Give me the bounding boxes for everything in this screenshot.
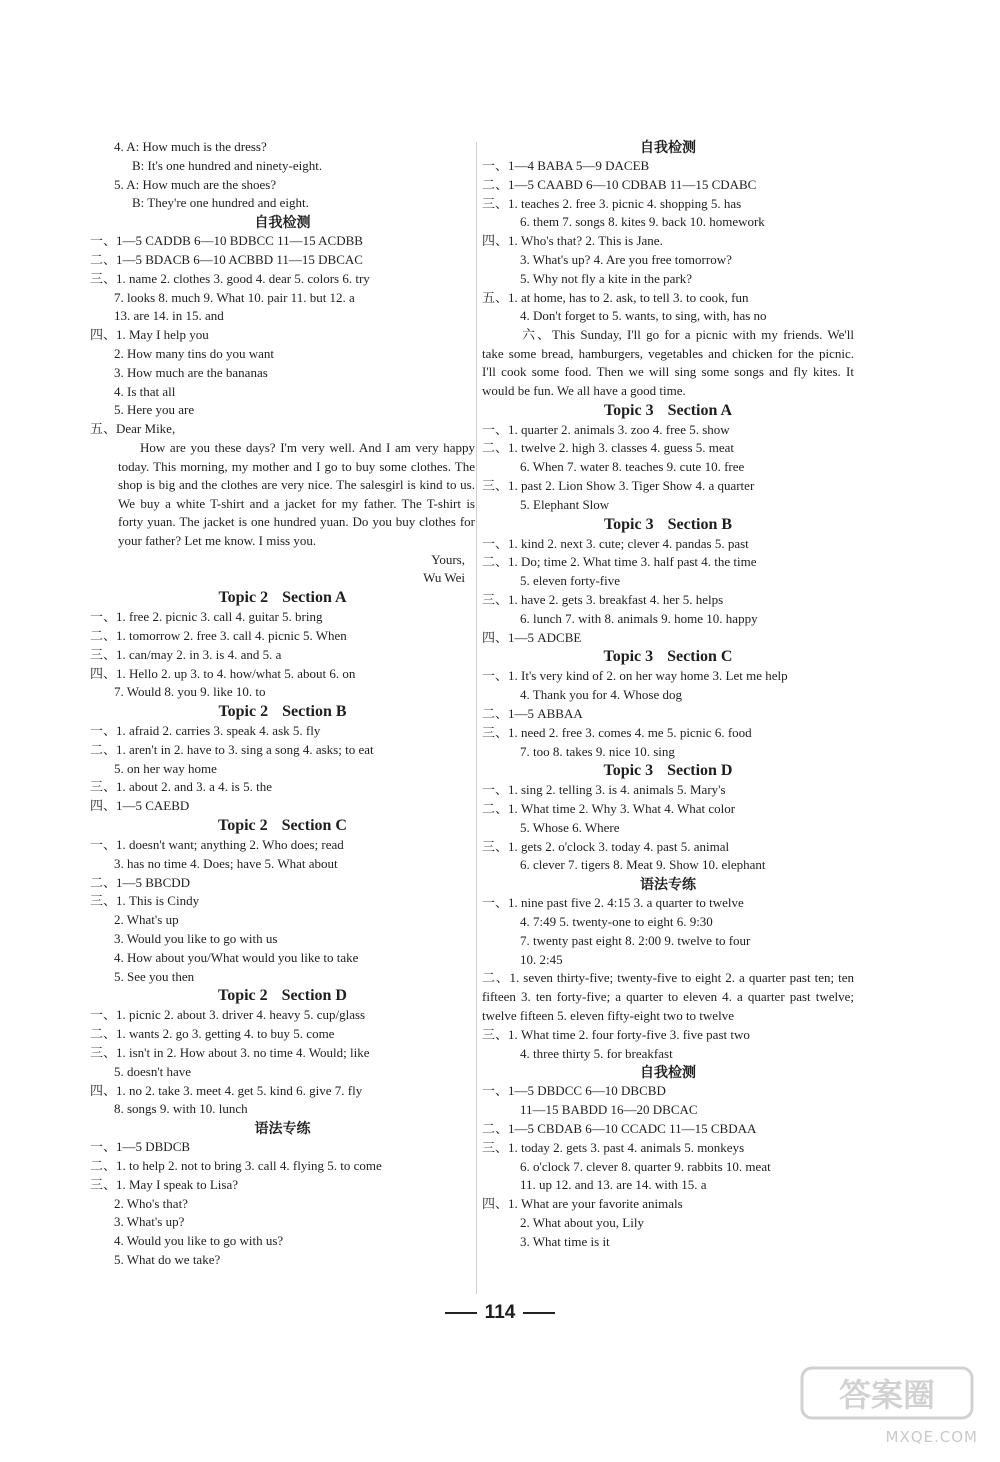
answer-line: 5. Why not fly a kite in the park?	[520, 270, 692, 286]
answer-line: 二、1. twelve 2. high 3. classes 4. guess 5. meat	[482, 440, 735, 456]
answer-line: 二、1—5 CBDAB 6—10 CCADC 11—15 CBDAA	[482, 1121, 757, 1137]
answer-line: B: They're one hundred and eight.	[132, 195, 309, 211]
answer-line: 一、1—4 BABA 5—9 DACEB	[482, 158, 650, 173]
section-label: Section B	[282, 703, 347, 721]
answer-line: 四、1. Who's that? 2. This is Jane.	[482, 233, 663, 249]
answer-line: 二、1. wants 2. go 3. getting 4. to buy 5. come	[90, 1026, 335, 1042]
answer-line: 三、1. past 2. Lion Show 3. Tiger Show 4. a quarter	[482, 477, 755, 493]
answer-line: 6. clever 7. tigers 8. Meat 9. Show 10. elephant	[520, 857, 766, 873]
page-number-dash-left	[445, 1312, 477, 1314]
topic-label: Topic 2	[218, 589, 269, 607]
topic-label: Topic 2	[218, 987, 268, 1005]
answer-line: 二、1. tomorrow 2. free 3. call 4. picnic 5. When	[90, 627, 347, 643]
answer-line: 11. up 12. and 13. are 14. with 15. a	[520, 1177, 707, 1193]
answer-line: 7. too 8. takes 9. nice 10. sing	[520, 743, 675, 759]
section-label: Section D	[281, 987, 347, 1005]
answer-line: 四、1. May I help you	[90, 327, 209, 343]
answer-line: 四、1. Hello 2. up 3. to 4. how/what 5. about 6. on	[90, 665, 356, 681]
answer-line: 2. Who's that?	[114, 1195, 188, 1211]
answer-line: 4. Thank you for 4. Whose dog	[520, 687, 682, 703]
answer-line: 4. three thirty 5. for breakfast	[520, 1045, 673, 1061]
section-label: Section B	[667, 515, 733, 533]
section-heading: 语法专练	[254, 1120, 311, 1137]
column-divider	[476, 142, 477, 1294]
section-heading: 自我检测	[254, 214, 311, 231]
answer-line: 二、1—5 CAABD 6—10 CDBAB 11—15 CDABC	[482, 176, 757, 192]
topic-heading	[90, 986, 475, 1006]
answer-line: 3. What's up?	[114, 1214, 185, 1230]
answer-line: 二、1. aren't in 2. have to 3. sing a song 4. asks; to eat	[90, 741, 374, 757]
answer-line: 3. How much are the bananas	[114, 364, 268, 380]
answer-line: 11—15 BABDD 16—20 DBCAC	[520, 1102, 698, 1118]
answer-line: 三、1. can/may 2. in 3. is 4. and 5. a	[90, 646, 282, 662]
answer-line: 二、1. to help 2. not to bring 3. call 4. flying 5. to come	[90, 1158, 382, 1174]
topic-heading	[90, 816, 475, 836]
answer-line: 2. What's up	[114, 912, 179, 928]
answer-line: 2. How many tins do you want	[114, 345, 274, 361]
topic-label: Topic 3	[603, 648, 654, 666]
answer-line: 一、1. kind 2. next 3. cute; clever 4. pandas 5. past	[482, 535, 749, 551]
topic-heading	[482, 647, 854, 667]
section-label: Section D	[667, 762, 733, 780]
answer-line: 四、1. What are your favorite animals	[482, 1196, 683, 1212]
answer-line: 4. Is that all	[114, 383, 176, 399]
answer-line: 4. Would you like to go with us?	[114, 1233, 284, 1249]
answer-line: 5. doesn't have	[114, 1063, 192, 1079]
answer-line: 二、1—5 BBCDD	[90, 874, 191, 890]
answer-line: 一、1. free 2. picnic 3. call 4. guitar 5. bring	[90, 609, 323, 625]
answer-line: 10. 2:45	[520, 951, 563, 967]
page-number-dash-right	[523, 1312, 555, 1314]
page-number-text: 114	[484, 1302, 516, 1323]
section-heading: 自我检测	[640, 1064, 696, 1081]
section-label: Section C	[667, 648, 733, 666]
topic-label: Topic 3	[603, 762, 654, 780]
answer-line: B: It's one hundred and ninety-eight.	[132, 157, 323, 173]
right-answer-column	[482, 138, 854, 1252]
answer-line: 三、1. gets 2. o'clock 3. today 4. past 5. animal	[482, 838, 730, 854]
answer-line: 一、1—5 DBDCB	[90, 1139, 191, 1155]
answer-line: 6. lunch 7. with 8. animals 9. home 10. happy	[520, 610, 758, 626]
answer-line: 7. twenty past eight 8. 2:00 9. twelve to four	[520, 932, 751, 948]
topic-label: Topic 3	[603, 401, 654, 419]
watermark-logo	[782, 1364, 992, 1454]
answer-line: 二、1. What time 2. Why 3. What 4. What color	[482, 801, 736, 817]
answer-line: 四、1—5 CAEBD	[90, 798, 190, 814]
answer-line: 三、1. May I speak to Lisa?	[90, 1176, 239, 1192]
answer-line: 2. What about you, Lily	[520, 1215, 644, 1231]
section-heading: 自我检测	[640, 139, 696, 155]
answer-paragraph: 二、1. seven thirty-five; twenty-five to eight 2. a quarter past ten; ten fifteen 3. ten forty-five; a quarter to eleven 4. a quarter past twelve; twelve fifteen 5. eleven fifty-eight two to twelve	[482, 970, 854, 1024]
answer-line: 三、1. What time 2. four forty-five 3. five past two	[482, 1026, 750, 1042]
answer-line: 4. Don't forget to 5. wants, to sing, with, has no	[520, 308, 767, 324]
answer-line: 3. Would you like to go with us	[114, 931, 278, 947]
answer-line: 一、1. quarter 2. animals 3. zoo 4. free 5. show	[482, 421, 730, 437]
answer-line: 五、Dear Mike,	[90, 421, 176, 437]
answer-line: 二、1—5 ABBAA	[482, 705, 583, 721]
answer-line: 三、1. about 2. and 3. a 4. is 5. the	[90, 779, 272, 795]
answer-line: 一、1. It's very kind of 2. on her way home 3. Let me help	[482, 668, 788, 684]
answer-line: 4. 7:49 5. twenty-one to eight 6. 9:30	[520, 914, 713, 930]
left-answer-column	[90, 138, 475, 1270]
answer-line: 5. A: How much are the shoes?	[114, 176, 277, 192]
answer-line: 三、1. today 2. gets 3. past 4. animals 5. monkeys	[482, 1139, 745, 1155]
answer-line: 5. eleven forty-five	[520, 573, 620, 589]
answer-line: 5. Whose 6. Where	[520, 819, 620, 835]
answer-line: 二、1. Do; time 2. What time 3. half past 4. the time	[482, 554, 757, 570]
answer-line: 三、1. This is Cindy	[90, 893, 200, 909]
answer-line: 5. What do we take?	[114, 1252, 221, 1268]
answer-line: 三、1. name 2. clothes 3. good 4. dear 5. colors 6. try	[90, 270, 370, 286]
answer-line: 一、1. doesn't want; anything 2. Who does; read	[90, 837, 344, 853]
answer-line: 7. looks 8. much 9. What 10. pair 11. but 12. a	[114, 289, 355, 305]
page-number	[0, 1302, 1000, 1324]
answer-line: 四、1. no 2. take 3. meet 4. get 5. kind 6. give 7. fly	[90, 1082, 363, 1098]
answer-line: 一、1. nine past five 2. 4:15 3. a quarter to twelve	[482, 895, 744, 911]
answer-line: 一、1—5 CADDB 6—10 BDBCC 11—15 ACDBB	[90, 233, 363, 249]
watermark-logo-text: 答案圈	[838, 1376, 936, 1414]
answer-line: 3. What's up? 4. Are you free tomorrow?	[520, 251, 732, 267]
answer-line: 五、1. at home, has to 2. ask, to tell 3. to cook, fun	[482, 289, 749, 305]
answer-line: 一、1—5 DBDCC 6—10 DBCBD	[482, 1083, 666, 1099]
topic-heading	[482, 761, 854, 781]
answer-line: 6. When 7. water 8. teaches 9. cute 10. free	[520, 459, 745, 475]
answer-line: 一、1. afraid 2. carries 3. speak 4. ask 5. fly	[90, 723, 321, 739]
answer-line: 5. See you then	[114, 968, 195, 984]
topic-heading	[482, 515, 854, 535]
topic-label: Topic 3	[603, 515, 654, 533]
answer-line: 二、1—5 BDACB 6—10 ACBBD 11—15 DBCAC	[90, 251, 363, 267]
answer-line: 5. Here you are	[114, 402, 195, 418]
section-label: Section A	[667, 401, 733, 419]
answer-line: 6. them 7. songs 8. kites 9. back 10. homework	[520, 214, 765, 230]
answer-line: 4. A: How much is the dress?	[114, 139, 267, 154]
answer-line: 一、1. sing 2. telling 3. is 4. animals 5. Mary's	[482, 782, 726, 798]
section-label: Section C	[281, 817, 347, 835]
composition-paragraph: 六、This Sunday, I'll go for a picnic with my friends. We'll take some bread, hamburgers, vegetables and chicken for the picnic. I'll cook some food. Then we will sing some songs and fly kites. It would be fun. We all have a good time.	[482, 327, 854, 398]
answer-line: 5. Elephant Slow	[520, 496, 610, 512]
answer-line: 7. Would 8. you 9. like 10. to	[114, 684, 266, 700]
letter-signature: Wu Wei	[423, 570, 465, 586]
topic-label: Topic 2	[218, 817, 268, 835]
answer-line: 三、1. have 2. gets 3. breakfast 4. her 5. helps	[482, 591, 724, 607]
answer-line: 三、1. teaches 2. free 3. picnic 4. shopping 5. has	[482, 195, 742, 211]
topic-heading	[482, 401, 854, 421]
watermark-url: MXQE.COM	[885, 1428, 978, 1446]
answer-line: 8. songs 9. with 10. lunch	[114, 1101, 248, 1117]
answer-line: 3. has no time 4. Does; have 5. What about	[114, 855, 338, 871]
topic-heading	[90, 702, 475, 722]
answer-line: 三、1. isn't in 2. How about 3. no time 4. Would; like	[90, 1045, 370, 1061]
section-heading: 语法专练	[640, 876, 696, 893]
answer-line: 13. are 14. in 15. and	[114, 308, 224, 324]
answer-line: 5. on her way home	[114, 760, 217, 776]
answer-line: 3. What time is it	[520, 1233, 610, 1249]
answer-line: 4. How about you/What would you like to take	[114, 949, 359, 965]
letter-signature: Yours,	[431, 551, 465, 567]
topic-label: Topic 2	[218, 703, 269, 721]
answer-line: 6. o'clock 7. clever 8. quarter 9. rabbits 10. meat	[520, 1158, 771, 1174]
letter-paragraph: How are you these days? I'm very well. And I am very happy today. This morning, my mother and I go to buy some clothes. The shop is big and the clothes are very nice. The salesgirl is kind to us. We buy a white T-shirt and a jacket for my father. The T-shirt is forty yuan. The jacket is one hundred yuan. Do you buy clothes for your father? Let me know. I miss you.	[118, 439, 475, 548]
answer-line: 一、1. picnic 2. about 3. driver 4. heavy 5. cup/glass	[90, 1007, 366, 1023]
section-label: Section A	[282, 589, 347, 607]
answer-line: 四、1—5 ADCBE	[482, 629, 582, 645]
topic-heading	[90, 588, 475, 608]
answer-line: 三、1. need 2. free 3. comes 4. me 5. picnic 6. food	[482, 724, 752, 740]
